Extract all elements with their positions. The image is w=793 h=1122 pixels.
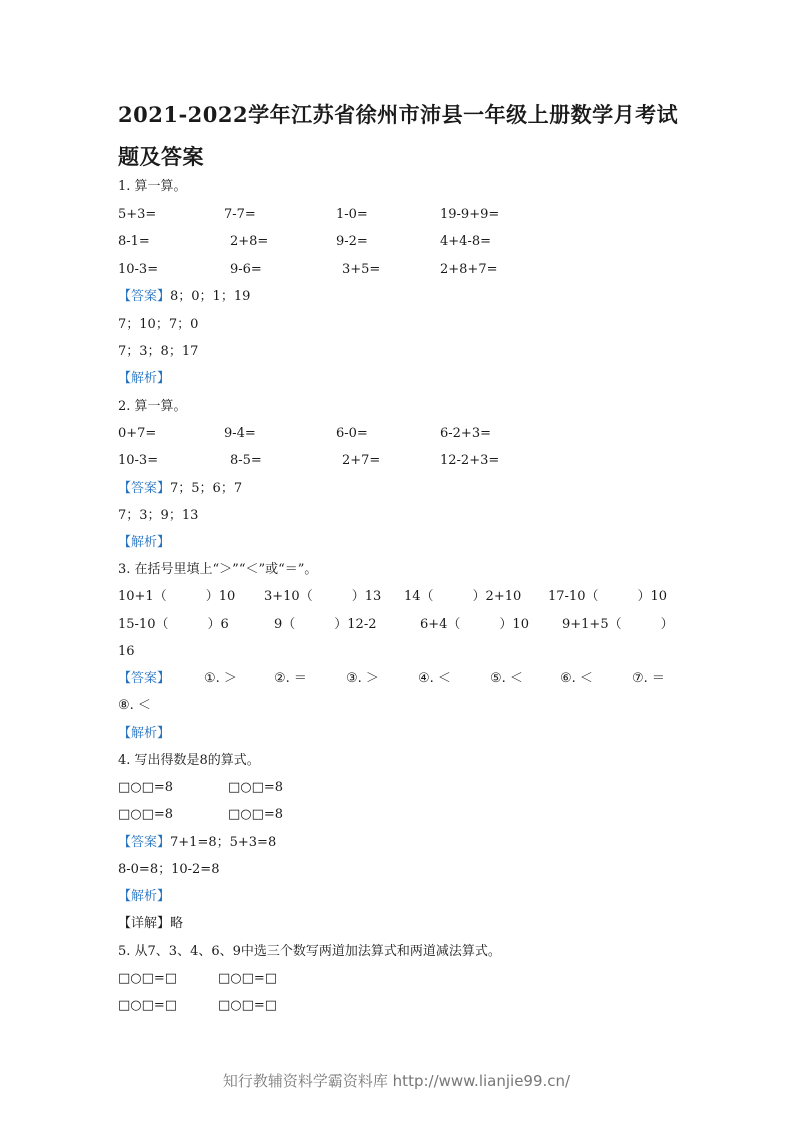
q2-expr: 9-4= (224, 426, 256, 441)
q4-heading: 4. 写出得数是8的算式。 (118, 753, 260, 768)
q1-expr: 2+8= (230, 234, 269, 249)
q3-expr: 9+1+5（ ） (562, 617, 674, 632)
q2-answer-line: 7；3；9；13 (118, 508, 199, 523)
analysis-tag: 【解析】 (118, 726, 171, 741)
q3-expr: 17-10（ ）10 (548, 589, 668, 604)
q5-heading: 5. 从7、3、4、6、9中选三个数写两道加法算式和两道减法算式。 (118, 944, 501, 959)
q4-template: □○□=8 (228, 807, 284, 822)
answer-tag: 【答案】 (118, 481, 171, 496)
answer-item: ⑥. ＜ (560, 671, 593, 686)
analysis-tag: 【解析】 (118, 535, 171, 550)
q1-expr: 8-1= (118, 234, 150, 249)
q3-expr: 15-10（ ）6 (118, 617, 229, 632)
q1-expr: 3+5= (342, 262, 381, 277)
answer-text: 7+1=8；5+3=8 (170, 835, 277, 850)
q1-expr: 5+3= (118, 207, 157, 222)
q1-expr: 19-9+9= (440, 207, 500, 222)
q2-expr: 2+7= (342, 453, 381, 468)
q3-heading: 3. 在括号里填上“＞”“＜”或“＝”。 (118, 562, 318, 577)
q5-template: □○□=□ (218, 971, 278, 986)
q1-heading: 1. 算一算。 (118, 179, 187, 194)
q4-template: □○□=8 (118, 780, 174, 795)
answer-item: ④. ＜ (418, 671, 451, 686)
q4-template: □○□=8 (118, 807, 174, 822)
analysis-tag: 【解析】 (118, 889, 171, 904)
q4-template: □○□=8 (228, 780, 284, 795)
q3-expr: 6+4（ ）10 (420, 617, 529, 632)
q1-expr: 4+4-8= (440, 234, 491, 249)
q2-expr: 10-3= (118, 453, 159, 468)
q4-answer-line: 8-0=8；10-2=8 (118, 862, 220, 877)
answer-item: ⑦. ＝ (632, 671, 665, 686)
q2-expr: 0+7= (118, 426, 157, 441)
answer-tag: 【答案】 (118, 671, 171, 686)
q1-expr: 1-0= (336, 207, 368, 222)
q3-row-wrap: 16 (118, 644, 135, 659)
q1-expr: 10-3= (118, 262, 159, 277)
q5-template: □○□=□ (218, 998, 278, 1013)
document-title: 2021-2022学年江苏省徐州市沛县一年级上册数学月考试题及答案 (118, 102, 679, 169)
q5-template: □○□=□ (118, 998, 178, 1013)
q3-expr: 14（ ）2+10 (404, 589, 522, 604)
answer-item: ③. ＞ (346, 671, 379, 686)
answer-item: ⑤. ＜ (490, 671, 523, 686)
answer-text: 7；5；6；7 (170, 481, 243, 496)
q3-expr: 9（ ）12-2 (274, 617, 377, 632)
q3-expr: 10+1（ ）10 (118, 589, 236, 604)
footer-watermark: 知行教辅资料学霸资料库 http://www.lianjie99.cn/ (222, 1072, 571, 1090)
q3-answer-wrap: ⑧. ＜ (118, 698, 151, 713)
q5-template: □○□=□ (118, 971, 178, 986)
q2-expr: 8-5= (230, 453, 262, 468)
analysis-tag: 【解析】 (118, 371, 171, 386)
q1-answer-line: 7；3；8；17 (118, 344, 199, 359)
q3-expr: 3+10（ ）13 (264, 589, 382, 604)
q4-answer (118, 834, 276, 852)
q1-expr: 2+8+7= (440, 262, 498, 277)
q1-expr: 7-7= (224, 207, 256, 222)
q1-expr: 9-2= (336, 234, 368, 249)
answer-tag: 【答案】 (118, 289, 171, 304)
q1-expr: 9-6= (230, 262, 262, 277)
answer-item: ①. ＞ (204, 671, 237, 686)
answer-item: ②. ＝ (274, 671, 307, 686)
q2-heading: 2. 算一算。 (118, 399, 187, 414)
detail-text: 略 (170, 916, 184, 931)
q4-detail (118, 915, 183, 933)
detail-tag: 【详解】 (118, 916, 171, 931)
q2-expr: 6-2+3= (440, 426, 491, 441)
q1-answer (118, 288, 250, 306)
q2-expr: 12-2+3= (440, 453, 500, 468)
q2-expr: 6-0= (336, 426, 368, 441)
q1-answer-line: 7；10；7；0 (118, 317, 199, 332)
answer-tag: 【答案】 (118, 835, 171, 850)
answer-text: 8；0；1；19 (170, 289, 251, 304)
q2-answer (118, 480, 242, 498)
